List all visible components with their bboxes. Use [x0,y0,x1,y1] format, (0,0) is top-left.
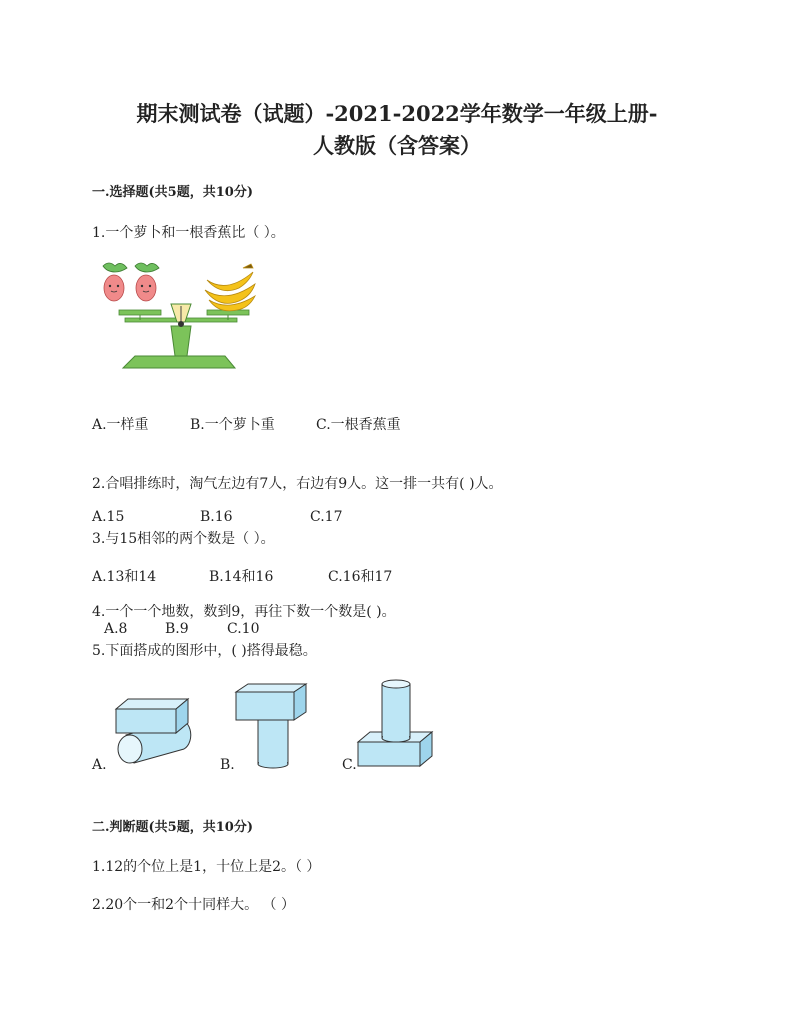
question-5: 5.下面搭成的图形中，( )搭得最稳。 [92,643,317,659]
q5-option-a: A. [92,757,107,773]
section2-heading: 二.判断题(共5题，共10分) [92,820,253,835]
shape-c-cylinder-on-cuboid [356,676,436,770]
q3-option-a: A.13和14 [92,569,157,585]
question-2: 2.合唱排练时，淘气左边有7人，右边有9人。这一排一共有( )人。 [92,476,503,492]
judge-1: 1.12的个位上是1，十位上是2。（ ） [92,859,321,875]
q2-option-c: C.17 [310,509,343,525]
page-title-line1: 期末测试卷（试题）-2021-2022学年数学一年级上册- [136,101,658,126]
q5-option-c: C. [342,757,357,773]
judge-2: 2.20个一和2个十同样大。 （ ） [92,897,295,913]
q4-option-a: A.8 [104,621,128,637]
scale-icon [119,304,249,368]
shape-a-cuboid-on-cylinder [110,695,192,767]
q1-option-c: C.一根香蕉重 [316,417,401,433]
shape-b-cuboid-on-cylinder [232,682,314,770]
q3-option-c: C.16和17 [328,569,393,585]
section1-heading: 一.选择题(共5题，共10分) [92,185,253,200]
radish-icon [135,263,159,301]
q4-option-c: C.10 [227,621,260,637]
q5-option-b: B. [220,757,235,773]
q4-option-b: B.9 [165,621,189,637]
question-1: 1.一个萝卜和一根香蕉比（ ）。 [92,225,285,241]
q1-option-a: A.一样重 [92,417,149,433]
page-title-line2: 人教版（含答案） [313,133,481,158]
q1-option-b: B.一个萝卜重 [190,417,275,433]
q3-option-b: B.14和16 [209,569,274,585]
question-4: 4.一个一个地数，数到9，再往下数一个数是( )。 [92,604,396,620]
question-3: 3.与15相邻的两个数是（ ）。 [92,531,275,547]
radish-icon [103,263,127,301]
q2-option-b: B.16 [200,509,233,525]
balance-scale-illustration [95,262,260,374]
q2-option-a: A.15 [92,509,125,525]
banana-bunch-icon [205,264,255,311]
